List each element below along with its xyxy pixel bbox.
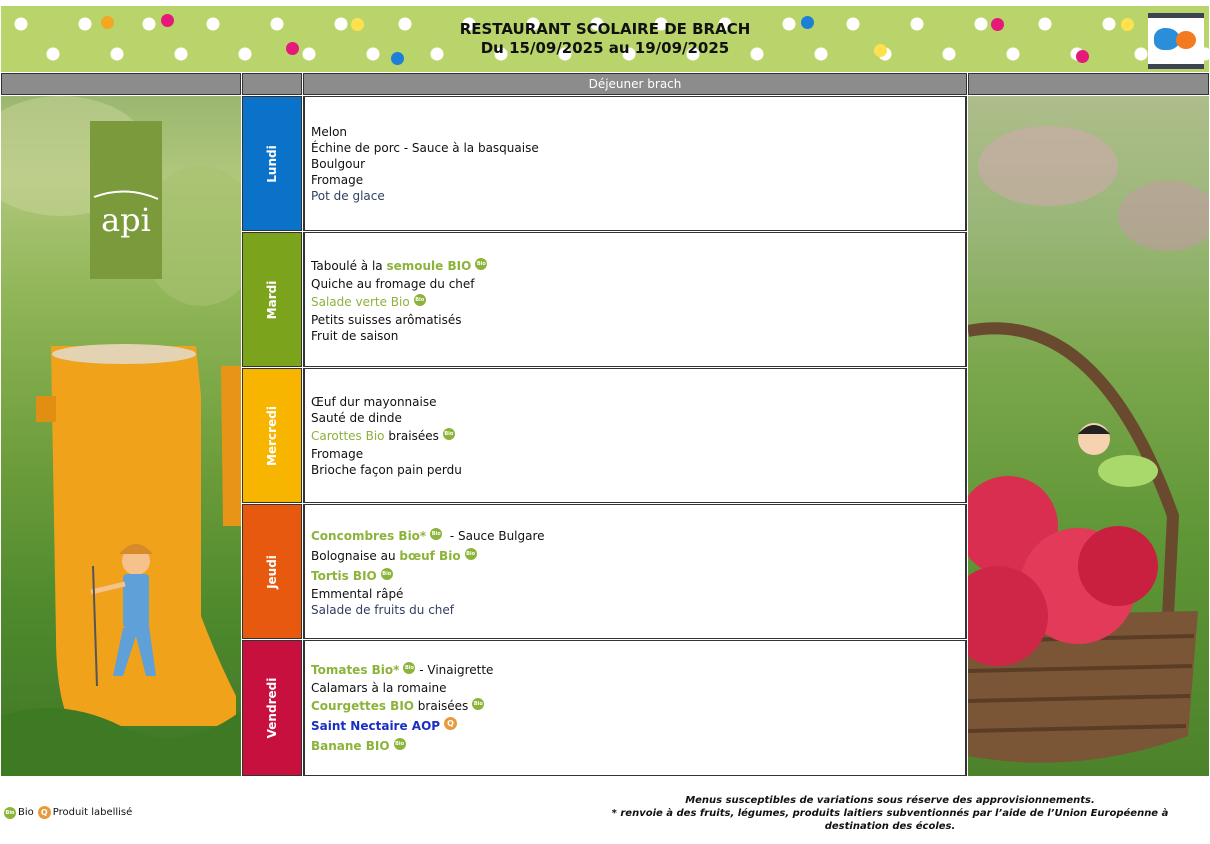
label-badge-icon: Q: [444, 717, 457, 730]
menu-item-text: Taboulé à la: [311, 258, 387, 273]
legend: [4, 806, 132, 819]
menu-item: [311, 140, 965, 156]
menu-cell-jeudi: [303, 504, 967, 639]
menu-item: [311, 462, 965, 478]
day-tab-lundi: [242, 96, 302, 231]
menu-item: [311, 566, 965, 586]
bio-badge-icon: Bio: [394, 738, 406, 750]
header-cell-right: [968, 73, 1209, 95]
day-label: Jeudi: [265, 554, 279, 589]
bio-badge-icon: Bio: [414, 294, 426, 306]
menu-item: [311, 696, 965, 716]
menu-item: [311, 446, 965, 462]
menu-item-text: Salade verte Bio: [311, 294, 410, 309]
day-label: Mardi: [265, 280, 279, 319]
bio-badge-icon: Bio: [475, 258, 487, 270]
menu-item-text: braisées: [384, 428, 439, 443]
day-label: Vendredi: [265, 677, 279, 739]
menu-item-text: Brioche façon pain perdu: [311, 462, 462, 477]
menu-item: [311, 546, 965, 566]
menu-item: [311, 410, 965, 426]
orange-icon: [1176, 31, 1196, 49]
menu-item: [311, 426, 965, 446]
menu-cell-mercredi: [303, 368, 967, 503]
menu-item-text: Boulgour: [311, 156, 366, 171]
menu-item-text: Tortis BIO: [311, 568, 377, 583]
menu-item: [311, 256, 965, 276]
page-title: [0, 20, 1210, 58]
menu-item-suffix: - Vinaigrette: [415, 663, 494, 677]
menu-item: [311, 312, 965, 328]
bio-badge-icon: Bio: [443, 428, 455, 440]
menu-item: [311, 292, 965, 312]
day-tab-jeudi: [242, 504, 302, 639]
menu-item-text: Quiche au fromage du chef: [311, 276, 475, 291]
menu-item-text: Salade de fruits du chef: [311, 602, 455, 617]
menu-item-text: Tomates Bio*: [311, 663, 400, 677]
menu-item-text: Banane BIO: [311, 739, 390, 753]
menu-item: [311, 276, 965, 292]
menu-item: [311, 526, 965, 546]
bio-badge-icon: Bio: [381, 568, 393, 580]
header-cell-left: [1, 73, 241, 95]
bio-badge-icon: Bio: [430, 528, 442, 540]
apple-basket-photo: [968, 96, 1209, 776]
menu-item-text: Échine de porc - Sauce à la basquaise: [311, 140, 539, 155]
menu-item: [311, 156, 965, 172]
menu-item-text: Fruit de saison: [311, 328, 399, 343]
menu-item: [311, 172, 965, 188]
bio-badge-icon: Bio: [465, 548, 477, 560]
menu-item-text: Emmental râpé: [311, 586, 404, 601]
note-eu-subsidy: * renvoie à des fruits, légumes, produits laitiers subventionnés par l’aide de l’Union Européenne à destination des écoles.: [611, 808, 1169, 832]
bio-badge-icon: Bio: [4, 807, 16, 819]
menu-item: [311, 716, 965, 736]
apple-basket-illustration: [968, 96, 1209, 776]
menu-item: [311, 602, 965, 618]
menu-item-text: braisées: [413, 699, 469, 713]
api-logo: [90, 121, 162, 279]
menu-item: [311, 660, 965, 680]
day-tab-mercredi: [242, 368, 302, 503]
day-tab-mardi: [242, 232, 302, 367]
bio-badge-icon: Bio: [403, 662, 415, 674]
menu-item-text: Calamars à la romaine: [311, 681, 447, 695]
menu-item: [311, 586, 965, 602]
menu-item-text: bœuf Bio: [399, 548, 461, 563]
menu-item-text: Fromage: [311, 446, 364, 461]
menu-item: [311, 736, 965, 756]
menu-column-header: Déjeuner brach: [303, 73, 967, 95]
restaurant-title: RESTAURANT SCOLAIRE DE BRACH: [459, 20, 751, 38]
bio-badge-icon: Bio: [472, 698, 484, 710]
menu-item-text: Bolognaise au: [311, 548, 400, 563]
menu-item-text: Sauté de dinde: [311, 410, 402, 425]
menu-item-text: Saint Nectaire AOP: [311, 719, 441, 733]
legend-bio-label: Bio: [18, 807, 34, 818]
api-logo-text: api: [101, 201, 151, 239]
note-variations: Menus susceptibles de variations sous réserve des approvisionnements.: [685, 795, 1095, 806]
day-label: Mercredi: [265, 405, 279, 466]
week-dates: Du 15/09/2025 au 19/09/2025: [480, 39, 730, 57]
menu-item: [311, 188, 965, 204]
menu-item: [311, 680, 965, 696]
menu-item: [311, 394, 965, 410]
boot-photo: [1, 96, 241, 776]
menu-item-suffix: - Sauce Bulgare: [442, 528, 545, 543]
header-cell-days: [242, 73, 302, 95]
menu-cell-mardi: [303, 232, 967, 367]
menu-item-text: Concombres Bio*: [311, 528, 427, 543]
day-label: Lundi: [265, 144, 279, 183]
label-badge-icon: Q: [38, 806, 51, 819]
legend-label-label: Produit labellisé: [52, 807, 133, 818]
menu-item-text: Petits suisses arômatisés: [311, 312, 462, 327]
partner-logo: [1148, 13, 1204, 69]
menu-item-text: Œuf dur mayonnaise: [311, 394, 437, 409]
menu-item-text: Courgettes BIO: [311, 699, 414, 713]
menu-item-text: Fromage: [311, 172, 364, 187]
footer-notes: [590, 794, 1190, 833]
menu-item-text: Pot de glace: [311, 188, 385, 203]
menu-item-text: Carottes Bio: [311, 428, 385, 443]
menu-item: [311, 328, 965, 344]
day-tab-vendredi: [242, 640, 302, 776]
menu-cell-vendredi: [303, 640, 967, 776]
menu-item-text: semoule BIO: [386, 258, 472, 273]
menu-item: [311, 124, 965, 140]
menu-cell-lundi: [303, 96, 967, 231]
menu-item-text: Melon: [311, 124, 348, 139]
